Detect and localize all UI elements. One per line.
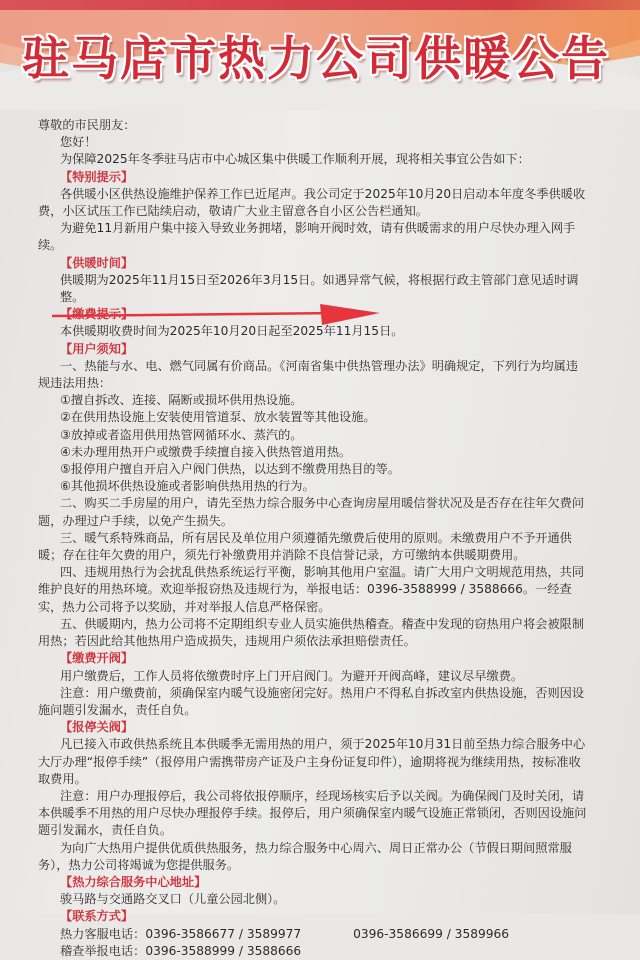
- intro: 为保障2025年冬季驻马店市中心城区集中供暖工作顺利开展，现将相关事宜公告如下：: [60, 152, 530, 167]
- list-item: ⑤报停用户擅自开启入户阀门供热，以达到不缴费用热目的等。: [60, 462, 400, 477]
- period-p1: 供暖期为2025年11月15日至2026年3月15日。如遇异常气候，将根据行政主管部门意见适时调整。: [60, 272, 579, 305]
- address-text: 骏马路与交通路交叉口（儿童公园北侧）。: [60, 892, 286, 907]
- heading-payment: 【 缴费提示 】: [38, 306, 590, 323]
- report-phone: 0396-3588999 / 3588666: [145, 943, 302, 958]
- heading-open-valve: 【 缴费开阀 】: [38, 650, 590, 667]
- special-p1: 各供暖小区供热设施维护保养工作已近尾声。我公司定于2025年10月20日启动本年度冬季供暖收费，小区试压工作已陆续启动，敬请广大业主留意各自小区公告栏通知。: [38, 186, 586, 219]
- page-title: 驻马店市热力公司供暖公告: [22, 32, 610, 87]
- list-item: ③放掉或者盗用供用热管网循环水、蒸汽的。: [60, 427, 303, 442]
- close-valve-p2: 注意：用户办理报停后，我公司将依报停顺序，经现场核实后予以关阀。为确保阀门及时关闭，请本供暖季不用热的用户尽快办理报停手续。报停后，用户须确保室内暖气设施正常锁闭，否则因设施问题引发漏水，责任自负。: [38, 788, 587, 838]
- notice-p1: 一、热能与水、电、燃气同属有价商品。《河南省集中供热管理办法》明确规定，下列行为均属违规违法用热：: [38, 358, 578, 391]
- list-item: ②在供用热设施上安装使用管道泵、放水装置等其他设施。: [60, 410, 376, 425]
- special-p2: 为避免11月新用户集中接入导致业务拥堵，影响开阀时效，请有供暖需求的用户尽快办理入网手续。: [38, 221, 576, 253]
- list-item: ⑥其他损坏供热设施或者影响供热用热的行为。: [60, 479, 315, 494]
- notice-p5: 五、供暖期内，热力公司将不定期组织专业人员实施供热稽查。稽查中发现的窃热用户将会被限制用热；若因此给其他热用户造成损失，违规用户须依法承担赔偿责任。: [38, 616, 585, 649]
- heading-close-valve: 【 报停关阀 】: [38, 719, 590, 736]
- notice-p2: 二、购买二手房屋的用户，请先至热力综合服务中心查询房屋用暖信誉状况及是否存在往年欠费问题，办理过户手续，以免产生损失。: [38, 496, 585, 528]
- notice-p4: 四、违规用热行为会扰乱供热系统运行平衡，影响其他用户室温。请广大用户文明规范用热，共同维护良好的用热环境。欢迎举报窃热及违规行为，举报电话：0396-3588999 / 3588666。一经查实，热力公司将予以奖励，并对举报人信息严格保密。: [38, 565, 585, 614]
- hello: 您好！: [60, 135, 97, 150]
- service-phone-1: 0396-3586677 / 3589977: [145, 926, 302, 941]
- close-valve-p1: 凡已接入市政供热系统且本供暖季无需用热的用户，须于2025年10月31日前至热力综合服务中心大厅办理“报停手续”（报停用户需携带房产证及户主身份证复印件），逾期将视为继续用热，按标准收取费用。: [38, 737, 586, 786]
- salutation: 尊敬的市民朋友：: [38, 118, 136, 132]
- report-phone-label: 稽查举报电话：: [60, 943, 146, 958]
- service-phone-2: 0396-3586699 / 3589966: [353, 926, 509, 941]
- list-item: ④未办理用热开户或缴费手续擅自接入供热管道用热。: [60, 444, 352, 459]
- report-phone-row: [38, 943, 590, 960]
- heading-notice: 【 用户须知 】: [38, 341, 590, 358]
- service-phone-label: 热力客服电话：: [60, 926, 146, 941]
- notice-p3: 三、暖气系特殊商品，所有居民及单位用户须遵循先缴费后使用的原则。未缴费用户不予开通供暖；存在往年欠费的用户，须先行补缴费用并消除不良信誉记录，方可缴纳本供暖期费用。: [38, 530, 572, 563]
- payment-period-text: 本供暖期收费时间为2025年10月20日起至2025年11月15日。: [60, 324, 404, 339]
- notice-body: [38, 117, 590, 960]
- open-valve-p1: 用户缴费后，工作人员将依缴费时序上门开启阀门。为避开开阀高峰，建议尽早缴费。: [60, 668, 524, 683]
- list-item: ①擅自拆改、连接、隔断或损坏供用热设施。: [60, 393, 303, 408]
- open-valve-p2: 注意：用户缴费前，须确保室内暖气设施密闭完好。热用户不得私自拆改室内供热设施，否则因设施问题引发漏水，责任自负。: [38, 685, 585, 717]
- service-phone-group: [60, 926, 301, 943]
- red-arrow-annotation-icon: [52, 304, 380, 326]
- service-phone-row: [38, 926, 590, 943]
- heading-contact: 【 联系方式 】: [38, 908, 590, 925]
- header-banner: [0, 0, 640, 110]
- heading-special: 【 特别提示 】: [38, 169, 590, 186]
- heading-address: 【 热力综合服务中心地址 】: [38, 874, 590, 891]
- heading-period: 【 供暖时间 】: [38, 255, 590, 272]
- close-valve-p3: 为向广大热用户提供优质供热服务，热力综合服务中心周六、周日正常办公（节假日期间照常服务），热力公司将竭诚为您提供服务。: [38, 840, 572, 872]
